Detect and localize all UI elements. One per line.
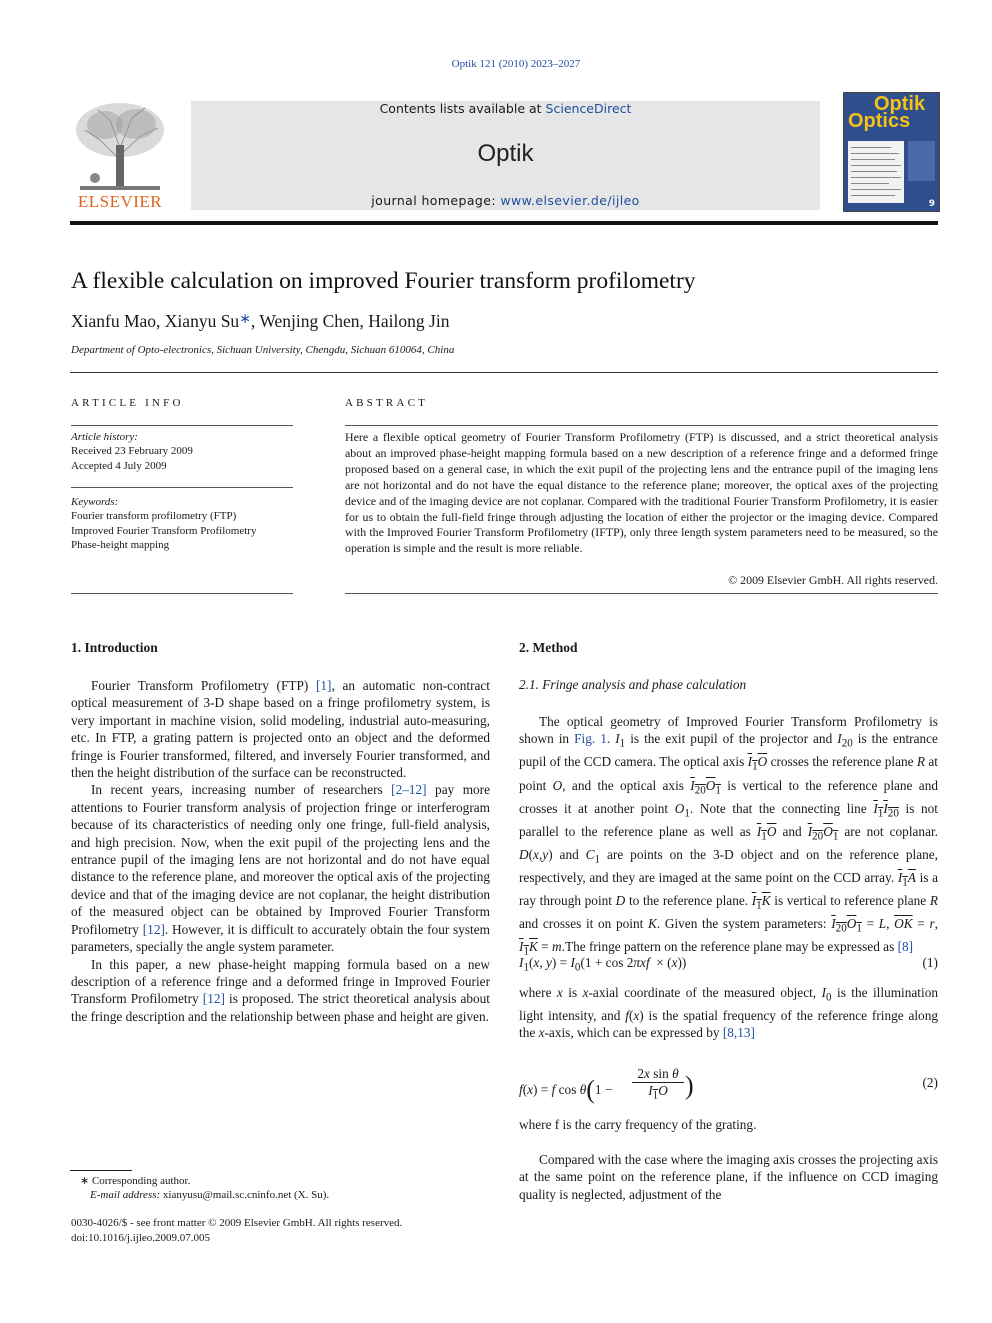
abstract-text: Here a flexible optical geometry of Fourier Transform Profilometry (FTP) is discussed, and a strict theoretical analysis about an improved phase-height mapping formula based on a new description of a reference fringe and a deformed fringe proposed based on a general case, in which the exit pupil of the projecting lens and the entrance pupil of the imaging lens are not horizontal and do not have the equal distance to the reference plane; moreover, the optical axes of the projecting device and of the imaging device are not coplanar. Compared with the traditional Fourier Transform Profilometry, it is easier for us to obtain the full-field fringe through adjusting the location of either the projector or the imaging device. Compared with the Improved Fourier Transform Profilometry (IFTP), only three length system parameters need to be measured, so the operation is simple and the result is more reliable. [345, 430, 938, 556]
info-rule-bottom [71, 593, 293, 594]
method-body-3 [519, 1116, 938, 1133]
ref-link[interactable]: [8] [897, 938, 914, 954]
abstract-heading: ABSTRACT [345, 397, 429, 409]
header-rule [70, 221, 938, 225]
abstract-rule-top [345, 425, 938, 426]
contents-line: Contents lists available at ScienceDirect [379, 101, 632, 116]
affiliation: Department of Opto-electronics, Sichuan University, Chengdu, Sichuan 610064, China [71, 344, 455, 356]
paper-title: A flexible calculation on improved Fourier transform profilometry [71, 268, 696, 294]
cover-issue-number: 9 [928, 199, 935, 209]
ref-link[interactable]: [1] [315, 678, 332, 693]
info-rule-mid [71, 487, 293, 488]
method-paragraph: where f is the carry frequency of the grating. [519, 1117, 757, 1132]
intro-body [71, 677, 490, 1025]
keyword-item: Improved Fourier Transform Profilometry [71, 525, 257, 537]
abstract-copyright: © 2009 Elsevier GmbH. All rights reserved. [728, 573, 938, 587]
homepage-line: journal homepage: www.elsevier.de/ijleo [371, 193, 640, 208]
method-paragraph: Compared with the case where the imaging axis crosses the projecting axis at the same point on the reference plane, if the influence on CCD imaging quality is neglected, adjustment of the [519, 1152, 938, 1202]
method-body-2 [519, 984, 938, 1042]
intro-heading: 1. Introduction [71, 640, 158, 655]
intro-paragraph: Fourier Transform Profilometry (FTP) [1], an automatic non-contract optical measurement of 3-D shape based on a fringe profilometry system, is very important in machine vision, solid modeling, industrial auto-measuring, etc. In FTP, a grating pattern is projected onto an object and the deformed fringe is Fourier transformed, filtered, and inversely Fourier transformed, and then the height distribution of the surface can be reconstructed. [71, 678, 490, 781]
method-body-4 [519, 1151, 938, 1203]
email-line: E-mail address: xianyusu@mail.sc.cninfo.net (X. Su). [90, 1189, 330, 1201]
keywords-label: Keywords: [71, 496, 119, 508]
method-paragraph: The optical geometry of Improved Fourier Transform Profilometry is shown in Fig. 1. $I_1$ is the exit pupil of the projector and $I_{20}$ is the entrance pupil of the CCD camera. The optical axis $I_1O$ crosses the reference plane R at point O, and the optical axis $I_{20}O_1$ is vertical to the reference plane and crosses it at another point $O_1$. Note that the connecting line $I_1I_{20}$ is not parallel to the reference plane as well as $I_1O$ and $I_{20}O_1$ are not coplanar. D(x,y) and $C_1$ are points on the 3-D object and on the reference plane, respectively, and they are imaged at the same point on the CCD array. $I_1A$ is a ray through point D to the reference plane. $I_1K$ is vertical to reference plane R and crosses it on point K. Given the system parameters: $I_{20}O_1 = L$, $\overline{OK} = r$, $I_1K = m.The$ fringe pattern on the reference plane may be expressed as [8] [519, 714, 939, 958]
ref-link[interactable]: [12] [142, 921, 165, 937]
ref-link[interactable]: [2–12] [391, 782, 427, 798]
method-paragraph: where x is x-axial coordinate of the measured object, $I_0$ is the illumination light intensity, and f(x) is the spatial frequency of the reference fringe along the x-axis, which can be expressed by [8,13] [519, 985, 938, 1041]
equation-1: $I_1(x$, $y) = I_0(1 + \cos 2\pi xf \times (x))$ (1) [519, 955, 938, 974]
cover-side-panel [908, 141, 935, 181]
journal-cover-thumbnail [843, 92, 940, 212]
cover-contents-box [848, 141, 904, 203]
title-rule [70, 372, 938, 373]
received-date: Received 23 February 2009 [71, 445, 193, 457]
authors: Xianfu Mao, Xianyu Su∗, Wenjing Chen, Hailong Jin [71, 311, 450, 331]
intro-paragraph: In recent years, increasing number of researchers [2–12] pay more attentions to Fourier transform analysis of projection fringe or interferogram because of its characteristics of needing only one fringe, full-field analysis, and high precision. Now, when the exit pupil of the projecting lens and the entrance pupil of the imaging lens are not horizontal and do not have equal distance to the reference plane, and moreover the optical axis of the projecting device and that of the imaging device are not coplanar, the height distribution of the measured object can be obtained by Improved Fourier Transform Profilometry [12]. However, it is difficult to accurately obtain the four system parameters, specially the angle system parameter. [71, 782, 491, 955]
intro-paragraph: In this paper, a new phase-height mapping formula based on a new description of a reference fringe and a deformed fringe in Improved Fourier Transform Profilometry [12] is proposed. The strict theoretical analysis about the fringe description and the relationship between phase and height are given. [71, 956, 490, 1024]
method-heading: 2. Method [519, 640, 578, 655]
corresponding-author-mark[interactable]: ∗ [239, 312, 251, 327]
keyword-item: Phase-height mapping [71, 539, 170, 551]
article-info-heading: ARTICLE INFO [71, 397, 184, 409]
info-rule-top [71, 425, 293, 426]
figure-link[interactable]: Fig. 1 [574, 731, 607, 747]
journal-name: Optik [477, 140, 534, 167]
accepted-date: Accepted 4 July 2009 [71, 460, 167, 472]
homepage-link[interactable]: www.elsevier.de/ijleo [500, 193, 640, 208]
equation-number: (2) [922, 1075, 938, 1090]
method-body [519, 713, 938, 961]
ref-link[interactable]: [8,13] [722, 1025, 755, 1041]
elsevier-wordmark: ELSEVIER [77, 192, 163, 211]
footnote-rule [70, 1170, 132, 1171]
keyword-item: Fourier transform profilometry (FTP) [71, 510, 237, 522]
equation-number: (1) [922, 955, 938, 970]
issn-line: 0030-4026/$ - see front matter © 2009 Elsevier GmbH. All rights reserved. [71, 1217, 403, 1229]
subsection-heading: 2.1. Fringe analysis and phase calculation [519, 677, 747, 692]
cover-title-optics: Optics [848, 110, 911, 132]
sciencedirect-link[interactable]: ScienceDirect [545, 101, 632, 116]
doi-line[interactable]: doi:10.1016/j.ijleo.2009.07.005 [71, 1232, 211, 1244]
cover-title-optik: Optik [874, 93, 926, 115]
article-history-label: Article history: [71, 431, 138, 443]
equation-2: f(x) = f cos θ(1 − 2x sin θ $I_1O$ ) (2) [519, 1066, 938, 1104]
corresponding-author-note: ∗ Corresponding author. [80, 1175, 191, 1187]
ref-link[interactable]: [12] [202, 991, 225, 1007]
journal-citation[interactable]: Optik 121 (2010) 2023–2027 [451, 58, 581, 70]
abstract-rule-bottom [345, 593, 938, 594]
